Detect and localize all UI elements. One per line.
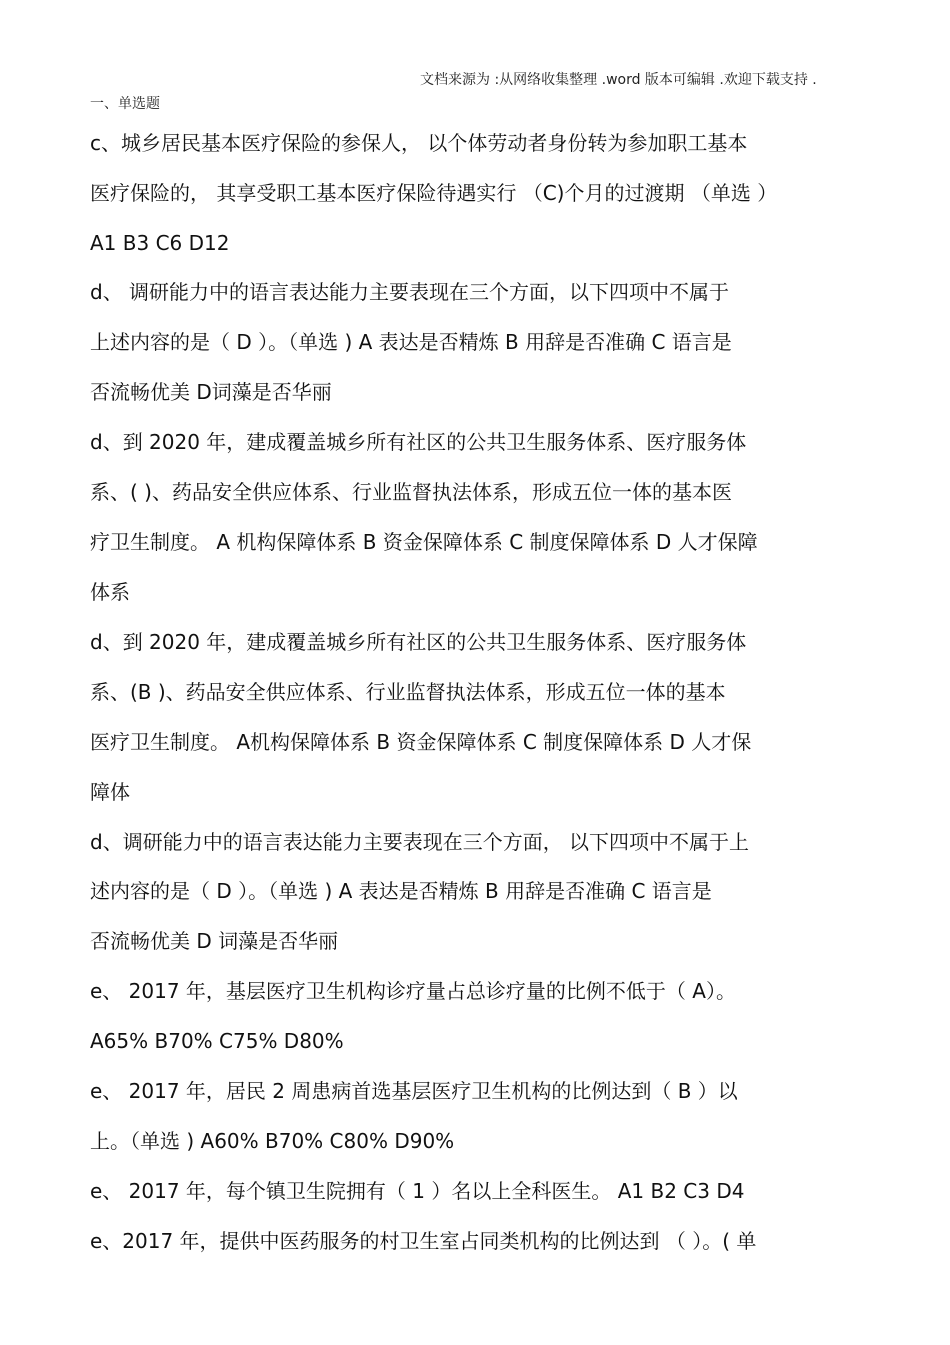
text-line: 系、(B )、药品安全供应体系、行业监督执法体系，形成五位一体的基本 (90, 680, 726, 704)
section-title: 一、单选题 (90, 96, 160, 112)
text-line: 否流畅优美 D词藻是否华丽 (90, 380, 332, 404)
text-line: A1 B3 C6 D12 (90, 231, 230, 255)
text-line: c、城乡居民基本医疗保险的参保人， 以个体劳动者身份转为参加职工基本 (90, 131, 748, 155)
source-note: 文档来源为 :从网络收集整理 .word 版本可编辑 .欢迎下载支持 . (420, 72, 817, 88)
text-line: A65% B70% C75% D80% (90, 1029, 344, 1053)
text-line: e、 2017 年，基层医疗卫生机构诊疗量占总诊疗量的比例不低于（ A）。 (90, 979, 736, 1003)
text-line: 否流畅优美 D 词藻是否华丽 (90, 929, 339, 953)
text-line: d、到 2020 年，建成覆盖城乡所有社区的公共卫生服务体系、医疗服务体 (90, 430, 747, 454)
text-line: e、 2017 年，每个镇卫生院拥有（ 1 ）名以上全科医生。 A1 B2 C3 D4 (90, 1179, 745, 1203)
text-line: 障体 (90, 780, 130, 804)
text-line: d、调研能力中的语言表达能力主要表现在三个方面， 以下四项中不属于上 (90, 830, 750, 854)
text-line: 述内容的是（ D ）。（单选 ) A 表达是否精炼 B 用辞是否准确 C 语言是 (90, 879, 712, 903)
text-line: e、2017 年，提供中医药服务的村卫生室占同类机构的比例达到 （ ）。( 单 (90, 1229, 757, 1253)
text-line: 疗卫生制度。 A 机构保障体系 B 资金保障体系 C 制度保障体系 D 人才保障 (90, 530, 758, 554)
text-line: 系、( )、药品安全供应体系、行业监督执法体系，形成五位一体的基本医 (90, 480, 732, 504)
text-line: d、到 2020 年，建成覆盖城乡所有社区的公共卫生服务体系、医疗服务体 (90, 630, 747, 654)
text-line: 上述内容的是（ D ）。（单选 ) A 表达是否精炼 B 用辞是否准确 C 语言是 (90, 330, 732, 354)
text-line: 医疗保险的， 其享受职工基本医疗保险待遇实行 （C)个月的过渡期 （单选 ） (90, 181, 778, 205)
text-line: d、 调研能力中的语言表达能力主要表现在三个方面，以下四项中不属于 (90, 280, 730, 304)
text-line: 医疗卫生制度。 A机构保障体系 B 资金保障体系 C 制度保障体系 D 人才保 (90, 730, 752, 754)
text-line: 上。（单选 ) A60% B70% C80% D90% (90, 1129, 455, 1153)
text-line: e、 2017 年，居民 2 周患病首选基层医疗卫生机构的比例达到（ B ）以 (90, 1079, 738, 1103)
text-line: 体系 (90, 580, 130, 604)
